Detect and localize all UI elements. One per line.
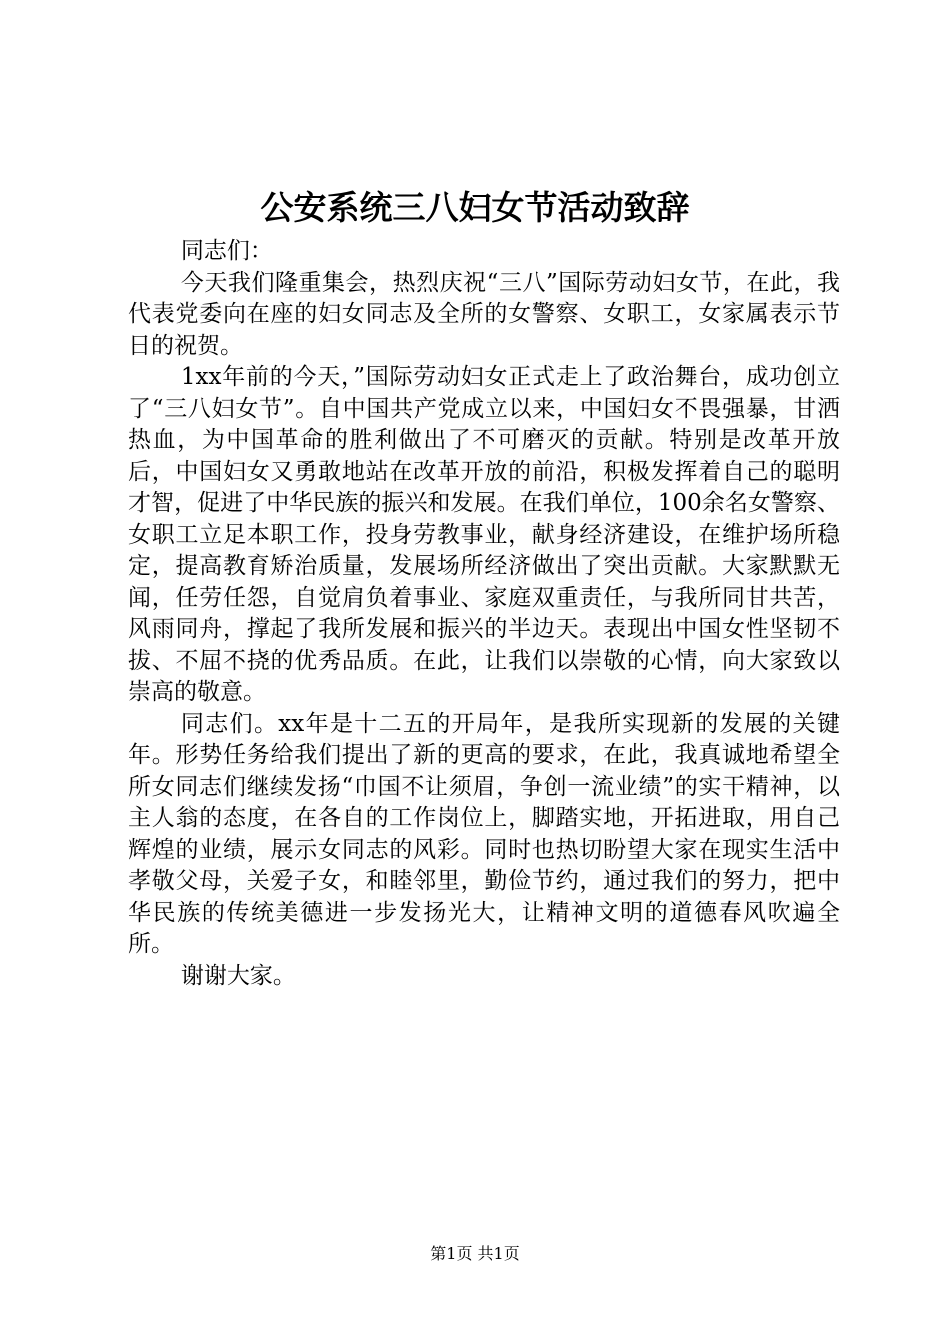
- page-number-footer: 第1页 共1页: [430, 1244, 520, 1263]
- body-paragraph: 今天我们隆重集会，热烈庆祝“三八”国际劳动妇女节，在此，我代表党委向在座的妇女同志及全所的女警察、女职工，女家属表示节日的祝贺。: [128, 269, 840, 359]
- document-title: 公安系统三八妇女节活动致辞: [260, 188, 690, 227]
- body-paragraph: 同志们。xx年是十二五的开局年，是我所实现新的发展的关键年。形势任务给我们提出了新的更高的要求，在此，我真诚地希望全所女同志们继续发扬“巾国不让须眉，争创一流业绩”的实干精神，以主人翁的态度，在各自的工作岗位上，脚踏实地，开拓进取，用自己辉煌的业绩，展示女同志的风彩。同时也热切盼望大家在现实生活中孝敬父母，关爱子女，和睦邻里，勤俭节约，通过我们的努力，把中华民族的传统美德进一步发扬光大，让精神文明的道德春风吹遍全所。: [128, 710, 840, 957]
- document-body: [128, 236, 840, 992]
- salutation-paragraph: 同志们：: [180, 238, 273, 264]
- closing-paragraph: 谢谢大家。: [180, 962, 296, 989]
- body-paragraph: 1xx年前的今天，”国际劳动妇女正式走上了政治舞台，成功创立了“三八妇女节”。自中国共产党成立以来，中国妇女不畏强暴，甘洒热血，为中国革命的胜利做出了不可磨灭的贡献。特别是改革开放后，中国妇女又勇敢地站在改革开放的前沿，积极发挥着自己的聪明才智，促进了中华民族的振兴和发展。在我们单位，100余名女警察、女职工立足本职工作，投身劳教事业，献身经济建设，在维护场所稳定，提高教育矫治质量，发展场所经济做出了突出贡献。大家默默无闻，任劳任怨，自觉肩负着事业、家庭双重责任，与我所同甘共苦，风雨同舟，撑起了我所发展和振兴的半边天。表现出中国女性坚韧不拔、不屈不挠的优秀品质。在此，让我们以崇敬的心情，向大家致以崇高的敬意。: [128, 364, 840, 705]
